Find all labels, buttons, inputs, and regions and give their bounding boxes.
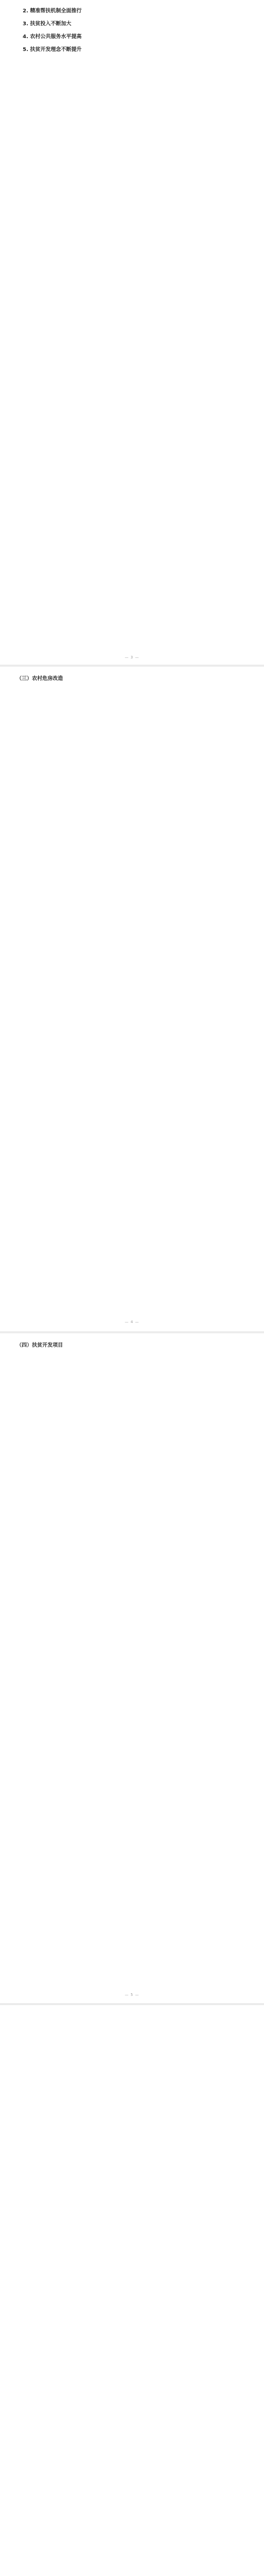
- document-page-section-1: [0, 0, 264, 665]
- subsection-heading: （四）扶贫开发项目: [16, 1343, 63, 1348]
- page-number: — 5 —: [125, 1993, 139, 1997]
- section-heading: 4. 农村公共服务水平提高: [23, 34, 82, 40]
- document-page-section-2: [0, 667, 264, 1331]
- section-heading: 3. 扶贫投入不断加大: [23, 21, 72, 27]
- document-page-section-4: [0, 2005, 264, 2576]
- page-number: — 3 —: [125, 655, 139, 659]
- section-heading: 5. 扶贫开发理念不断提升: [23, 47, 82, 53]
- document-page-section-3: [0, 1333, 264, 2003]
- section-heading: 2. 精准帮扶机制全面推行: [23, 8, 82, 14]
- page-number: — 4 —: [125, 1320, 139, 1324]
- subsection-heading: （三）农村危房改造: [16, 676, 63, 682]
